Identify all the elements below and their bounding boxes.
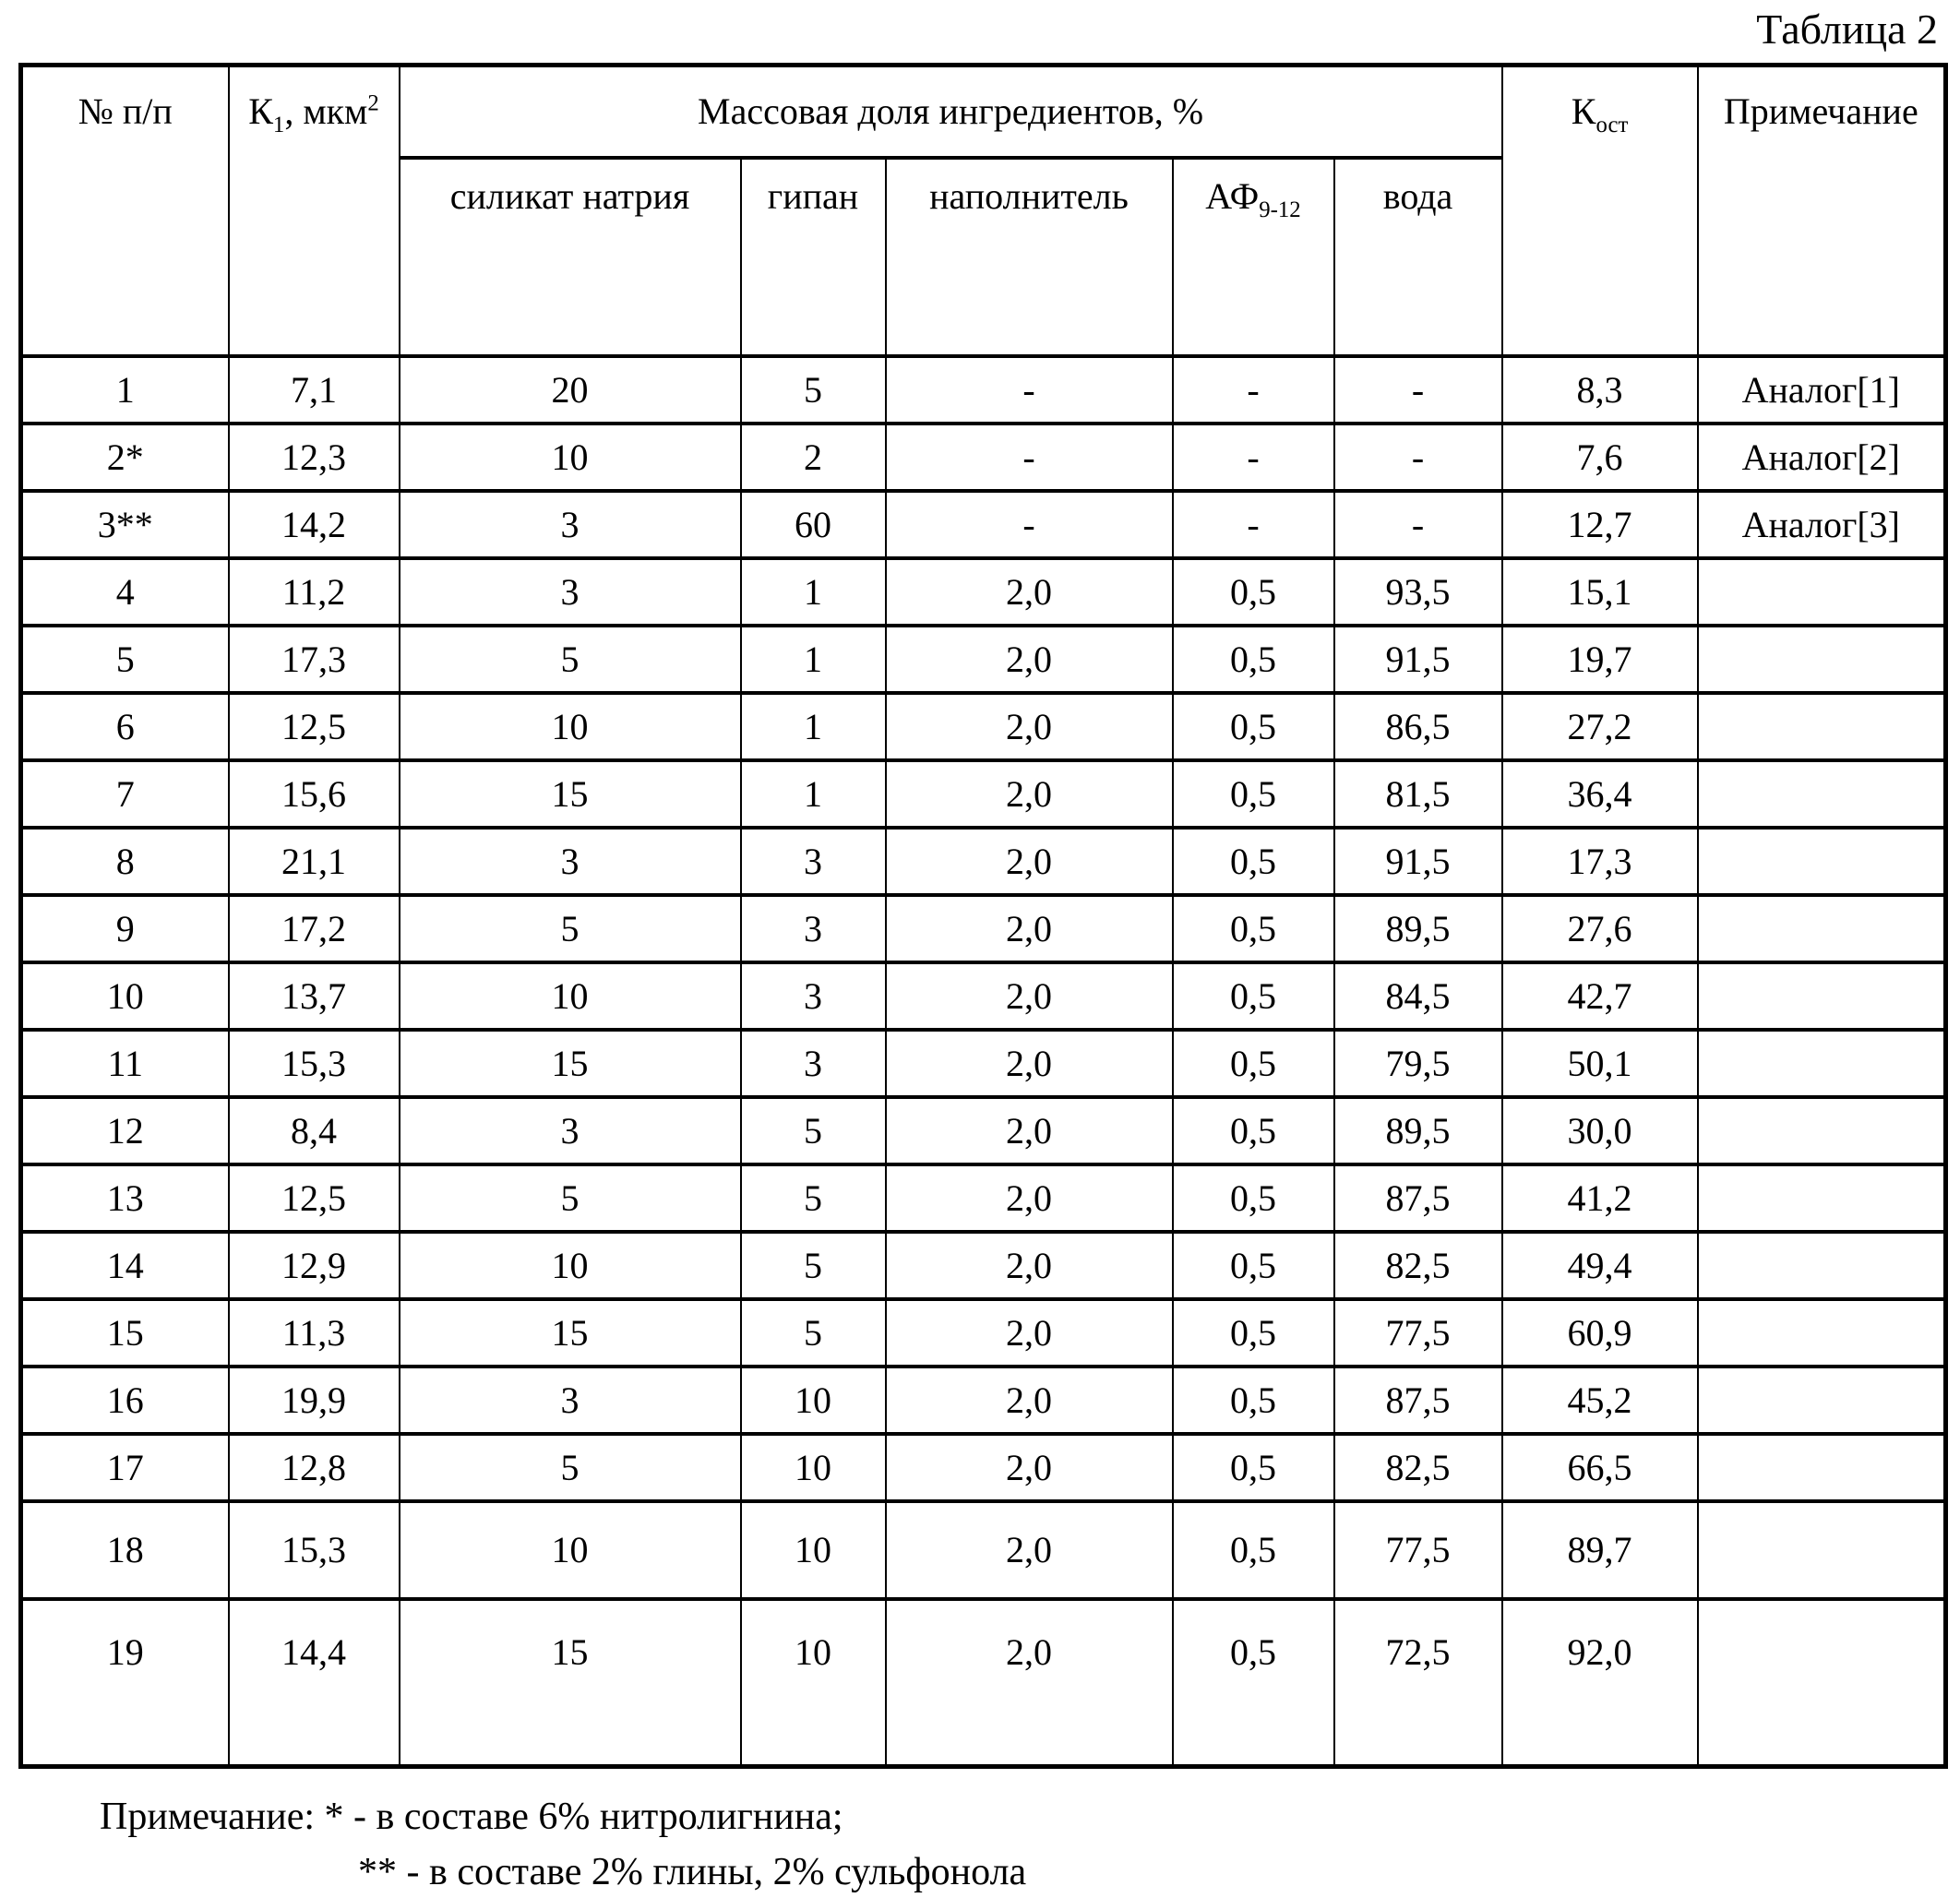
table-row — [21, 1599, 1946, 1767]
cell-af: 0,5 — [1173, 760, 1334, 828]
cell-k1: 12,3 — [229, 424, 400, 491]
table-body — [21, 356, 1946, 1767]
cell-gipan: 3 — [741, 1030, 886, 1097]
cell-num: 3** — [21, 491, 229, 558]
cell-kost: 66,5 — [1502, 1434, 1698, 1501]
cell-water: 91,5 — [1334, 626, 1502, 693]
cell-filler: 2,0 — [886, 1501, 1173, 1599]
header-k1-pre: К — [248, 90, 273, 132]
header-k1 — [229, 66, 400, 356]
cell-gipan: 5 — [741, 1164, 886, 1232]
cell-af: 0,5 — [1173, 693, 1334, 760]
header-k1-mid: , мкм — [284, 90, 368, 132]
cell-gipan: 1 — [741, 558, 886, 626]
cell-water: 91,5 — [1334, 828, 1502, 895]
cell-silicate: 15 — [400, 1599, 741, 1767]
table-row — [21, 693, 1946, 760]
header-af — [1173, 158, 1334, 356]
cell-gipan: 10 — [741, 1434, 886, 1501]
cell-kost: 8,3 — [1502, 356, 1698, 424]
table-header — [21, 66, 1946, 356]
cell-k1: 17,2 — [229, 895, 400, 962]
cell-note — [1698, 1232, 1946, 1299]
cell-af: 0,5 — [1173, 1097, 1334, 1164]
cell-gipan: 3 — [741, 828, 886, 895]
cell-water: - — [1334, 491, 1502, 558]
cell-num: 19 — [21, 1599, 229, 1767]
cell-water: 89,5 — [1334, 895, 1502, 962]
header-kost-sub: ост — [1595, 113, 1629, 137]
header-kost-pre: К — [1571, 90, 1596, 132]
table-row — [21, 1097, 1946, 1164]
cell-note — [1698, 828, 1946, 895]
cell-gipan: 1 — [741, 693, 886, 760]
cell-num: 11 — [21, 1030, 229, 1097]
cell-silicate: 3 — [400, 558, 741, 626]
cell-note: Аналог[1] — [1698, 356, 1946, 424]
table-row — [21, 1232, 1946, 1299]
table-row — [21, 424, 1946, 491]
cell-af: 0,5 — [1173, 626, 1334, 693]
cell-water: 79,5 — [1334, 1030, 1502, 1097]
cell-silicate: 5 — [400, 895, 741, 962]
cell-water: 93,5 — [1334, 558, 1502, 626]
cell-note — [1698, 1299, 1946, 1367]
cell-water: 84,5 — [1334, 962, 1502, 1030]
header-gipan: гипан — [741, 158, 886, 356]
cell-af: - — [1173, 424, 1334, 491]
header-row-main — [21, 66, 1946, 158]
cell-silicate: 10 — [400, 424, 741, 491]
cell-note — [1698, 1501, 1946, 1599]
cell-num: 1 — [21, 356, 229, 424]
cell-k1: 11,2 — [229, 558, 400, 626]
cell-filler: 2,0 — [886, 962, 1173, 1030]
cell-kost: 45,2 — [1502, 1367, 1698, 1434]
cell-gipan: 10 — [741, 1367, 886, 1434]
cell-filler: - — [886, 356, 1173, 424]
cell-note — [1698, 1434, 1946, 1501]
cell-num: 10 — [21, 962, 229, 1030]
cell-silicate: 3 — [400, 1367, 741, 1434]
cell-af: 0,5 — [1173, 828, 1334, 895]
header-num: № п/п — [21, 66, 229, 356]
cell-num: 15 — [21, 1299, 229, 1367]
header-filler: наполнитель — [886, 158, 1173, 356]
cell-filler: - — [886, 424, 1173, 491]
cell-kost: 41,2 — [1502, 1164, 1698, 1232]
cell-kost: 7,6 — [1502, 424, 1698, 491]
cell-k1: 13,7 — [229, 962, 400, 1030]
cell-silicate: 15 — [400, 1030, 741, 1097]
cell-k1: 14,4 — [229, 1599, 400, 1767]
cell-silicate: 15 — [400, 760, 741, 828]
cell-kost: 60,9 — [1502, 1299, 1698, 1367]
cell-k1: 15,3 — [229, 1030, 400, 1097]
cell-af: 0,5 — [1173, 1232, 1334, 1299]
cell-num: 14 — [21, 1232, 229, 1299]
cell-af: - — [1173, 491, 1334, 558]
cell-af: 0,5 — [1173, 1599, 1334, 1767]
cell-kost: 15,1 — [1502, 558, 1698, 626]
cell-k1: 8,4 — [229, 1097, 400, 1164]
cell-silicate: 10 — [400, 1232, 741, 1299]
cell-af: 0,5 — [1173, 1030, 1334, 1097]
cell-water: 81,5 — [1334, 760, 1502, 828]
header-group-mass-fraction: Массовая доля ингредиентов, % — [400, 66, 1502, 158]
cell-water: 89,5 — [1334, 1097, 1502, 1164]
table-caption: Таблица 2 — [1756, 6, 1938, 53]
cell-gipan: 3 — [741, 962, 886, 1030]
cell-water: 87,5 — [1334, 1164, 1502, 1232]
cell-gipan: 5 — [741, 1299, 886, 1367]
cell-k1: 15,6 — [229, 760, 400, 828]
cell-silicate: 10 — [400, 693, 741, 760]
header-silicate: силикат натрия — [400, 158, 741, 356]
cell-silicate: 15 — [400, 1299, 741, 1367]
cell-filler: 2,0 — [886, 626, 1173, 693]
cell-af: - — [1173, 356, 1334, 424]
table-row — [21, 1434, 1946, 1501]
cell-note — [1698, 1599, 1946, 1767]
cell-k1: 15,3 — [229, 1501, 400, 1599]
cell-num: 5 — [21, 626, 229, 693]
cell-af: 0,5 — [1173, 1299, 1334, 1367]
cell-num: 18 — [21, 1501, 229, 1599]
cell-note — [1698, 626, 1946, 693]
cell-filler: 2,0 — [886, 1299, 1173, 1367]
cell-num: 8 — [21, 828, 229, 895]
header-af-sub: 9-12 — [1259, 197, 1301, 222]
cell-k1: 11,3 — [229, 1299, 400, 1367]
footnotes — [18, 1791, 1943, 1898]
cell-silicate: 3 — [400, 828, 741, 895]
cell-filler: 2,0 — [886, 693, 1173, 760]
header-k1-sub: 1 — [272, 113, 285, 137]
cell-water: 87,5 — [1334, 1367, 1502, 1434]
table-row — [21, 1030, 1946, 1097]
header-af-pre: АФ — [1205, 174, 1260, 217]
cell-gipan: 1 — [741, 626, 886, 693]
cell-gipan: 3 — [741, 895, 886, 962]
cell-gipan: 5 — [741, 1097, 886, 1164]
cell-silicate: 3 — [400, 491, 741, 558]
cell-note — [1698, 760, 1946, 828]
cell-note — [1698, 558, 1946, 626]
table-row — [21, 760, 1946, 828]
cell-note: Аналог[2] — [1698, 424, 1946, 491]
cell-k1: 12,5 — [229, 693, 400, 760]
header-note: Примечание — [1698, 66, 1946, 356]
cell-filler: 2,0 — [886, 828, 1173, 895]
cell-silicate: 3 — [400, 1097, 741, 1164]
cell-gipan: 10 — [741, 1501, 886, 1599]
ingredients-table — [18, 63, 1948, 1769]
cell-water: 82,5 — [1334, 1434, 1502, 1501]
table-row — [21, 962, 1946, 1030]
table-row — [21, 828, 1946, 895]
cell-kost: 92,0 — [1502, 1599, 1698, 1767]
cell-note — [1698, 1367, 1946, 1434]
cell-af: 0,5 — [1173, 895, 1334, 962]
cell-kost: 42,7 — [1502, 962, 1698, 1030]
header-k1-sup: 2 — [367, 90, 379, 116]
cell-water: 86,5 — [1334, 693, 1502, 760]
table-row — [21, 558, 1946, 626]
cell-filler: 2,0 — [886, 1367, 1173, 1434]
cell-filler: 2,0 — [886, 1232, 1173, 1299]
cell-silicate: 5 — [400, 626, 741, 693]
table-row — [21, 1299, 1946, 1367]
cell-gipan: 5 — [741, 1232, 886, 1299]
cell-filler: 2,0 — [886, 1030, 1173, 1097]
table-row — [21, 1164, 1946, 1232]
cell-water: - — [1334, 356, 1502, 424]
cell-num: 7 — [21, 760, 229, 828]
cell-note — [1698, 962, 1946, 1030]
cell-filler: 2,0 — [886, 1434, 1173, 1501]
cell-filler: 2,0 — [886, 1599, 1173, 1767]
cell-gipan: 1 — [741, 760, 886, 828]
cell-kost: 19,7 — [1502, 626, 1698, 693]
table-row — [21, 626, 1946, 693]
cell-gipan: 5 — [741, 356, 886, 424]
cell-kost: 89,7 — [1502, 1501, 1698, 1599]
cell-kost: 17,3 — [1502, 828, 1698, 895]
cell-kost: 36,4 — [1502, 760, 1698, 828]
cell-filler: 2,0 — [886, 760, 1173, 828]
table-row — [21, 895, 1946, 962]
cell-water: 77,5 — [1334, 1299, 1502, 1367]
cell-k1: 14,2 — [229, 491, 400, 558]
header-kost — [1502, 66, 1698, 356]
cell-note — [1698, 693, 1946, 760]
cell-num: 2* — [21, 424, 229, 491]
cell-filler: 2,0 — [886, 1164, 1173, 1232]
cell-num: 4 — [21, 558, 229, 626]
cell-k1: 19,9 — [229, 1367, 400, 1434]
cell-filler: 2,0 — [886, 895, 1173, 962]
cell-note — [1698, 1164, 1946, 1232]
cell-water: 82,5 — [1334, 1232, 1502, 1299]
cell-kost: 27,6 — [1502, 895, 1698, 962]
cell-num: 12 — [21, 1097, 229, 1164]
cell-af: 0,5 — [1173, 1367, 1334, 1434]
cell-kost: 30,0 — [1502, 1097, 1698, 1164]
cell-k1: 17,3 — [229, 626, 400, 693]
table-row — [21, 1367, 1946, 1434]
cell-k1: 21,1 — [229, 828, 400, 895]
table-row — [21, 356, 1946, 424]
cell-num: 9 — [21, 895, 229, 962]
cell-af: 0,5 — [1173, 1164, 1334, 1232]
cell-num: 13 — [21, 1164, 229, 1232]
cell-k1: 12,8 — [229, 1434, 400, 1501]
cell-gipan: 2 — [741, 424, 886, 491]
cell-num: 17 — [21, 1434, 229, 1501]
cell-note: Аналог[3] — [1698, 491, 1946, 558]
cell-kost: 50,1 — [1502, 1030, 1698, 1097]
cell-num: 16 — [21, 1367, 229, 1434]
cell-silicate: 10 — [400, 1501, 741, 1599]
cell-filler: 2,0 — [886, 1097, 1173, 1164]
header-water: вода — [1334, 158, 1502, 356]
cell-note — [1698, 1097, 1946, 1164]
cell-k1: 12,9 — [229, 1232, 400, 1299]
cell-silicate: 5 — [400, 1164, 741, 1232]
cell-num: 6 — [21, 693, 229, 760]
cell-silicate: 5 — [400, 1434, 741, 1501]
cell-gipan: 60 — [741, 491, 886, 558]
cell-water: 77,5 — [1334, 1501, 1502, 1599]
cell-kost: 27,2 — [1502, 693, 1698, 760]
footnote-line-1: Примечание: * - в составе 6% нитролигнина; — [100, 1796, 843, 1838]
cell-kost: 49,4 — [1502, 1232, 1698, 1299]
cell-filler: 2,0 — [886, 558, 1173, 626]
cell-kost: 12,7 — [1502, 491, 1698, 558]
cell-af: 0,5 — [1173, 962, 1334, 1030]
cell-note — [1698, 1030, 1946, 1097]
cell-k1: 12,5 — [229, 1164, 400, 1232]
cell-water: 72,5 — [1334, 1599, 1502, 1767]
cell-note — [1698, 895, 1946, 962]
cell-filler: - — [886, 491, 1173, 558]
cell-af: 0,5 — [1173, 558, 1334, 626]
cell-k1: 7,1 — [229, 356, 400, 424]
cell-silicate: 20 — [400, 356, 741, 424]
cell-silicate: 10 — [400, 962, 741, 1030]
footnote-line-2: ** - в составе 2% глины, 2% сульфонола — [358, 1851, 1027, 1893]
table-row — [21, 491, 1946, 558]
cell-water: - — [1334, 424, 1502, 491]
cell-af: 0,5 — [1173, 1434, 1334, 1501]
cell-af: 0,5 — [1173, 1501, 1334, 1599]
table-row — [21, 1501, 1946, 1599]
cell-gipan: 10 — [741, 1599, 886, 1767]
